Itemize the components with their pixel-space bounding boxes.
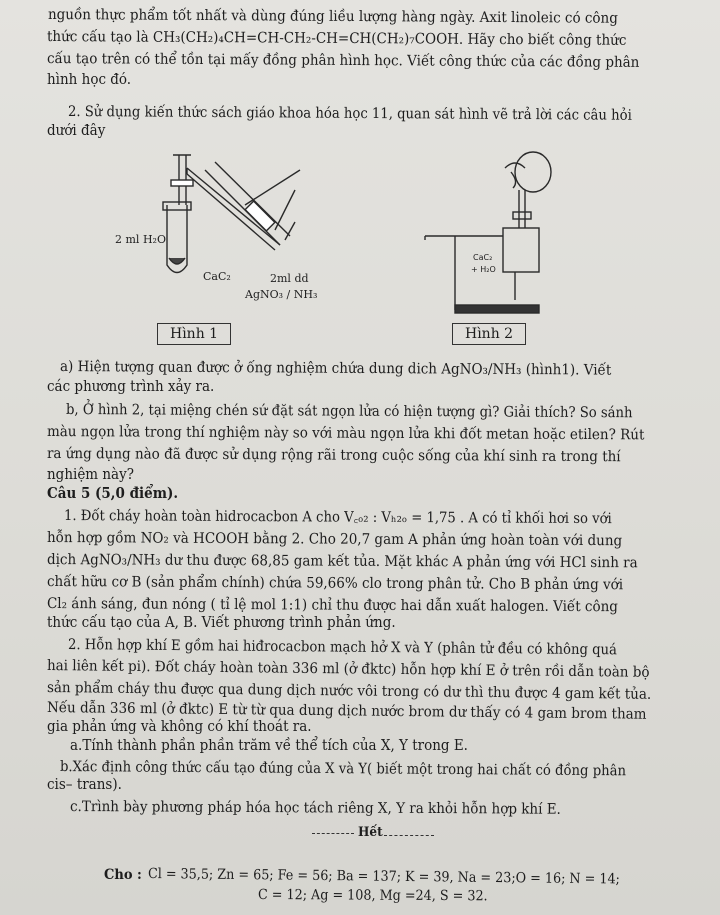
text-line: chất hữu cơ B (sản phẩm chính) chứa 59,66% clo trong phân tử. Cho B phản ứng với — [46, 574, 624, 594]
text-line: nguồn thực phẩm tốt nhất và dùng đúng liều lượng hàng ngày. Axit linoleic có công — [47, 7, 618, 27]
text-line: cis– trans). — [47, 777, 122, 793]
text-line: ra ứng dụng nào đã được sử dụng rộng rãi trong cuộc sống của khí sinh ra trong thí — [46, 446, 621, 466]
text-line: Nếu dẫn 336 ml (ở đktc) E từ từ qua dung dịch nước brom dư thấy có 4 gam brom tham — [46, 700, 647, 723]
text-line: dịch AgNO₃/NH₃ dư thu được 68,85 gam kết tủa. Mặt khác A phản ứng với HCl sinh ra — [46, 552, 638, 572]
label-dd: 2ml dd — [270, 272, 309, 285]
label-cac2-2: CaC₂ — [473, 253, 493, 262]
text-line: c.Trình bày phương pháp hóa học tách riêng X, Y ra khỏi hỗn hợp khí E. — [69, 799, 561, 818]
text-line: 2. Sử dụng kiến thức sách giáo khoa hóa học 11, quan sát hình vẽ trả lời các câu hỏi — [67, 104, 632, 124]
text-line: màu ngọn lửa trong thí nghiệm này so với màu ngọn lửa khi đốt metan hoặc etilen? Rút — [46, 424, 645, 444]
text-line: cấu tạo trên có thể tồn tại mấy đồng phân hình học. Viết công thức của các đồng phân — [46, 51, 640, 71]
text-line: a) Hiện tượng quan được ở ống nghiệm chứa dung dich AgNO₃/NH₃ (hình1). Viết — [59, 359, 612, 379]
label-cac2: CaC₂ — [203, 270, 231, 283]
end-marker: Hết — [358, 825, 383, 840]
figure-1-caption: Hình 1 — [157, 323, 231, 345]
text-line: dưới đây — [47, 123, 106, 139]
text-line: Cl₂ ánh sáng, đun nóng ( tỉ lệ mol 1:1) chỉ thu được hai dẫn xuất halogen. Viết công — [46, 596, 618, 616]
text-line: gia phản ứng và không có khí thoát ra. — [47, 719, 312, 735]
label-water: 2 ml H₂O — [115, 233, 166, 246]
text-line: các phương trình xảy ra. — [47, 379, 215, 395]
text-line: hai liên kết pi). Đốt cháy hoàn toàn 336 ml (ở đktc) hỗn hợp khí E ở trên rồi dẫn toàn bộ — [46, 658, 650, 681]
text-line: thức cấu tạo của A, B. Viết phương trình phản ứng. — [47, 615, 396, 631]
text-line: hình học đó. — [47, 72, 132, 88]
text-line: hỗn hợp gồm NO₂ và HCOOH bằng 2. Cho 20,7 gam A phản ứng hoàn toàn với dung — [46, 530, 623, 550]
text-line: 2. Hỗn hợp khí E gồm hai hiđrocacbon mạch hở X và Y (phân tử đều có không quá — [67, 637, 618, 659]
text-line: a.Tính thành phần phần trăm về thể tích của X, Y trong E. — [70, 738, 468, 754]
constants-line-2: C = 12; Ag = 108, Mg =24, S = 32. — [257, 887, 488, 905]
figure-2-caption: Hình 2 — [452, 323, 526, 345]
text-line: b.Xác định công thức cấu tạo đúng của X và Y( biết một trong hai chất có đồng phân — [59, 759, 627, 780]
figure-2-apparatus — [415, 150, 565, 320]
constants-line-1: Cl = 35,5; Zn = 65; Fe = 56; Ba = 137; K = 39, Na = 23;O = 16; N = 14; — [147, 866, 620, 888]
label-agno3: AgNO₃ / NH₃ — [245, 288, 318, 301]
figure-1-apparatus — [95, 150, 335, 315]
constants-label: Cho : — [104, 867, 142, 883]
text-line: b, Ở hình 2, tại miệng chén sứ đặt sát ngọn lửa có hiện tượng gì? Giải thích? So sánh — [65, 402, 633, 422]
text-line: thức cấu tạo là CH₃(CH₂)₄CH=CH-CH₂-CH=CH(CH₂)₇COOH. Hãy cho biết công thức — [46, 29, 627, 49]
label-h2o: + H₂O — [471, 265, 496, 274]
divider-left — [312, 833, 354, 834]
text-line: sản phẩm cháy thu được qua dung dịch nước vôi trong có dư thì thu được 4 gam kết tủa. — [46, 680, 652, 703]
text-line: 1. Đốt cháy hoàn toàn hidrocacbon A cho V꜀ₒ₂ : Vₕ₂ₒ = 1,75 . A có tỉ khối hơi so với — [63, 508, 612, 528]
text-line: nghiệm này? — [47, 467, 134, 483]
divider-right — [384, 835, 434, 836]
section-heading: Câu 5 (5,0 điểm). — [47, 485, 179, 502]
